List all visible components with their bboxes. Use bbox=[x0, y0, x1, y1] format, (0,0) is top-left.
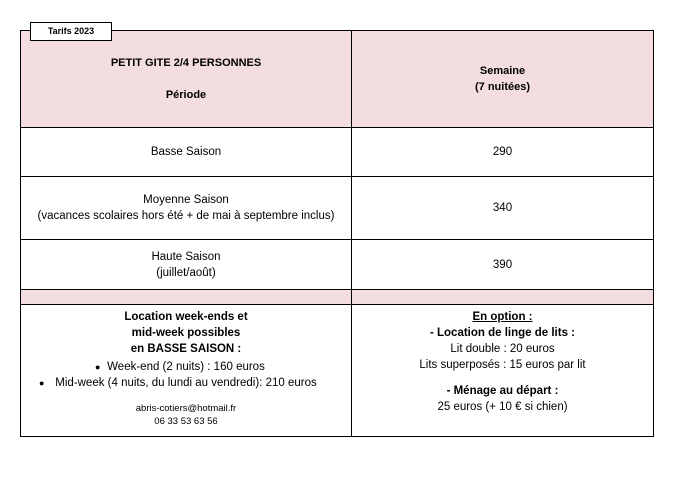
bullet-icon: ● bbox=[95, 362, 101, 372]
weekend-list bbox=[25, 359, 347, 391]
contact-phone: 06 33 53 63 56 bbox=[154, 416, 218, 427]
cleaning-price: 25 euros (+ 10 € si chien) bbox=[437, 401, 568, 413]
weekend-line2: mid-week possibles bbox=[131, 327, 241, 339]
season-note: (vacances scolaires hors été + de mai à septembre inclus) bbox=[37, 210, 335, 222]
gite-title: PETIT GITE 2/4 PERSONNES bbox=[110, 57, 262, 69]
extras-row bbox=[21, 305, 654, 437]
season-label: Haute Saison bbox=[151, 250, 221, 263]
table-row bbox=[21, 177, 654, 240]
options-cell bbox=[352, 305, 654, 437]
pricing-table bbox=[20, 30, 654, 437]
list-item: ● Mid-week (4 nuits, du lundi au vendredi): 210 euros bbox=[39, 377, 317, 389]
season-note: (juillet/août) bbox=[156, 266, 216, 279]
season-price: 290 bbox=[492, 146, 513, 158]
price-cell bbox=[352, 177, 654, 240]
linen-title: - Location de linge de lits : bbox=[429, 327, 576, 339]
weekend-line3: en BASSE SAISON : bbox=[130, 343, 242, 355]
header-week-cell bbox=[352, 31, 654, 128]
weekend-cell bbox=[21, 305, 352, 437]
list-item: ● Week-end (2 nuits) : 160 euros bbox=[95, 361, 265, 373]
table-row bbox=[21, 240, 654, 290]
linen-bunk: Lits superposés : 15 euros par lit bbox=[419, 359, 586, 371]
nights-heading: (7 nuitées) bbox=[474, 81, 530, 93]
header-period-cell bbox=[21, 31, 352, 128]
separator-row bbox=[21, 290, 654, 305]
season-price: 390 bbox=[492, 258, 513, 271]
year-tag: Tarifs 2023 bbox=[30, 22, 112, 41]
linen-double: Lit double : 20 euros bbox=[450, 343, 555, 355]
season-cell bbox=[21, 177, 352, 240]
season-price: 340 bbox=[492, 202, 513, 214]
price-cell bbox=[352, 240, 654, 290]
table-header-row bbox=[21, 31, 654, 128]
season-cell bbox=[21, 240, 352, 290]
season-label: Moyenne Saison bbox=[143, 194, 229, 206]
options-title: En option : bbox=[472, 311, 533, 323]
bullet-icon: ● bbox=[39, 378, 45, 388]
season-cell bbox=[21, 128, 352, 177]
table-row bbox=[21, 128, 654, 177]
season-label: Basse Saison bbox=[150, 146, 222, 158]
weekend-line1: Location week-ends et bbox=[124, 311, 248, 323]
contact-email: abris-cotiers@hotmail.fr bbox=[135, 403, 237, 414]
week-heading: Semaine bbox=[479, 65, 526, 77]
cleaning-title: - Ménage au départ : bbox=[446, 385, 559, 397]
period-heading: Période bbox=[165, 89, 207, 101]
price-cell bbox=[352, 128, 654, 177]
